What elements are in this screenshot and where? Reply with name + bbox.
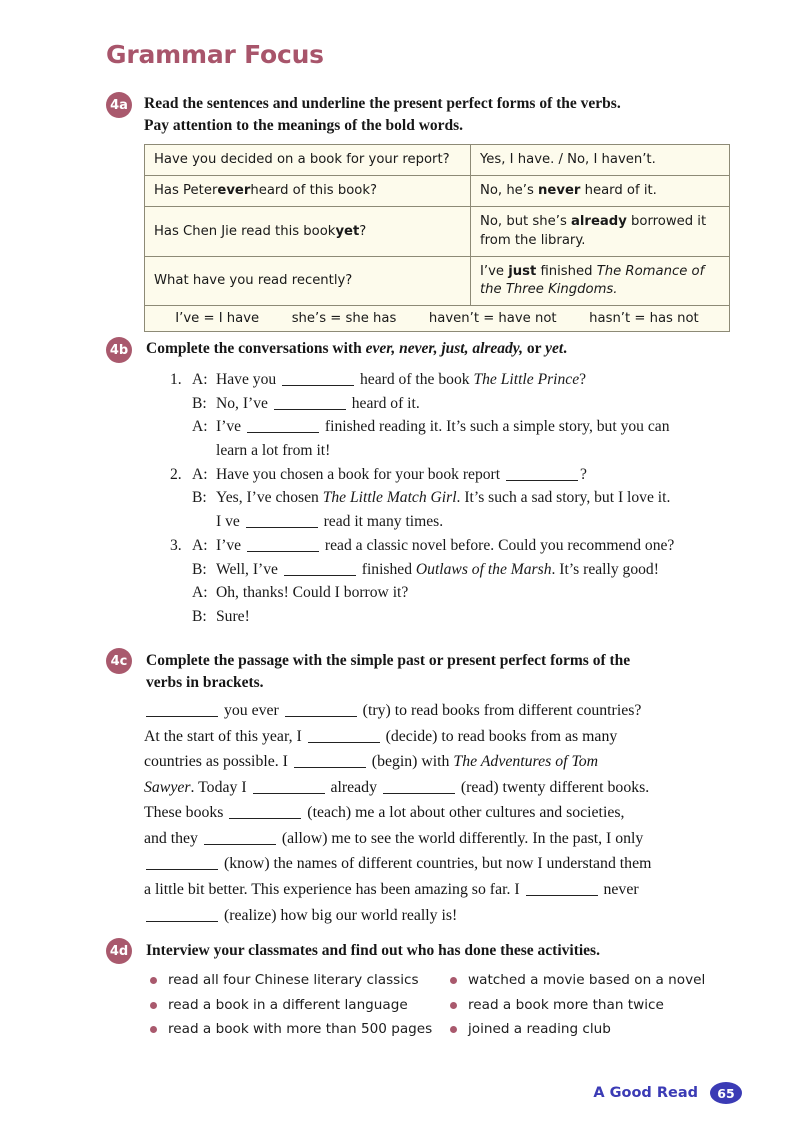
activity-label: joined a reading club: [468, 1021, 611, 1038]
activity-item: [450, 972, 750, 990]
task-4c-instruction-line2: verbs in brackets.: [146, 674, 264, 691]
activity-label: read a book more than twice: [468, 996, 664, 1013]
activity-item: [450, 1021, 750, 1039]
speaker-label: A:: [192, 418, 208, 436]
adverb-list: ever, never, just, already,: [365, 340, 523, 357]
item-number: 2.: [170, 465, 182, 483]
conversation-item: [170, 463, 770, 534]
task-marker-4b: 4b: [106, 337, 132, 363]
book-title: Sawyer: [144, 778, 191, 796]
grammar-question-cell: What have you read recently?: [145, 257, 471, 305]
bullet-icon: [150, 1002, 157, 1009]
speaker-label: A:: [192, 536, 208, 554]
passage-line: Sawyer. Today I already (read) twenty different books.: [144, 778, 650, 796]
keyword: never: [538, 183, 581, 199]
grammar-table-row: [145, 207, 729, 256]
answer-blank[interactable]: [282, 385, 354, 386]
conversation-text: Sure!: [216, 607, 250, 625]
passage-line: (realize) how big our world really is!: [144, 903, 744, 929]
conversation-line: [192, 558, 770, 582]
page-title: Grammar Focus: [106, 40, 324, 69]
keyword: just: [508, 263, 537, 279]
book-title: Outlaws of the Marsh: [415, 560, 552, 578]
answer-blank[interactable]: [274, 409, 346, 410]
passage-line: countries as possible. I (begin) with The Adventures of Tom: [144, 753, 599, 771]
bullet-icon: [450, 1026, 457, 1033]
activity-item: [150, 972, 450, 990]
grammar-answer-cell: I’ve just finished The Romance of the Three Kingdoms.: [480, 263, 705, 298]
conversation-line: [192, 605, 770, 629]
grammar-question-cell: Has Peter ever heard of this book?: [145, 176, 471, 206]
keyword: already: [571, 214, 627, 230]
answer-blank[interactable]: [247, 432, 319, 433]
conversation-text: Well, I’ve finished Outlaws of the Marsh. It’s really good!: [216, 560, 659, 578]
answer-blank[interactable]: [229, 818, 301, 819]
contraction-note: she’s = she has: [291, 311, 397, 327]
conversation-text: Have you chosen a book for your book report ?: [216, 465, 587, 483]
grammar-table: [144, 144, 730, 332]
answer-blank[interactable]: [146, 869, 218, 870]
conversation-text: learn a lot from it!: [216, 442, 331, 460]
item-number: 3.: [170, 536, 182, 554]
speaker-label: [192, 439, 216, 463]
answer-blank[interactable]: [294, 767, 366, 768]
conversation-text: No, I’ve heard of it.: [216, 394, 420, 412]
speaker-label: A:: [192, 584, 208, 602]
activity-label: read a book with more than 500 pages: [168, 1021, 433, 1038]
passage-line: you ever (try) to read books from different countries?: [144, 698, 744, 724]
conversation-line: [192, 392, 770, 416]
conversation-line: [192, 534, 770, 558]
keyword: yet: [335, 223, 360, 239]
conversation-line: [192, 368, 770, 392]
grammar-question-cell: Have you decided on a book for your report?: [145, 145, 471, 175]
conversation-lines: [192, 463, 770, 534]
activity-item: [450, 997, 750, 1015]
contraction-note: haven’t = have not: [428, 311, 557, 327]
activity-item: [150, 997, 450, 1015]
conversation-text: Oh, thanks! Could I borrow it?: [216, 584, 409, 602]
answer-blank[interactable]: [308, 742, 380, 743]
grammar-answer-cell: Yes, I have. / No, I haven’t.: [480, 152, 656, 167]
conversation-text: I ve read it many times.: [216, 513, 444, 531]
speaker-label: B:: [192, 607, 207, 625]
bullet-icon: [450, 1002, 457, 1009]
answer-blank[interactable]: [506, 480, 578, 481]
grammar-answer-cell: No, but she’s already borrowed it from the library.: [480, 214, 707, 248]
conversation-item: [170, 534, 770, 629]
conversation-text: Have you heard of the book The Little Prince?: [216, 371, 587, 388]
item-number: 1.: [170, 371, 182, 388]
speaker-label: B:: [192, 560, 207, 578]
answer-blank[interactable]: [246, 527, 318, 528]
conversation-lines: [192, 534, 770, 629]
answer-blank[interactable]: [285, 716, 357, 717]
grammar-table-row: [145, 145, 729, 176]
grammar-answer-cell: No, he’s never heard of it.: [480, 183, 657, 199]
task-4a-instruction-line2: Pay attention to the meanings of the bold words.: [144, 117, 464, 134]
conversation-text: I’ve read a classic novel before. Could you recommend one?: [216, 536, 675, 554]
footer-unit-title: A Good Read: [593, 1085, 698, 1101]
speaker-label: A:: [192, 371, 208, 388]
task-4c-instruction-line1: Complete the passage with the simple past or present perfect forms of the: [146, 652, 631, 669]
activity-label: watched a movie based on a novel: [468, 972, 706, 988]
passage-line: At the start of this year, I (decide) to read books from as many: [144, 727, 618, 745]
speaker-label: [192, 510, 216, 534]
activity-column-left: [150, 972, 450, 1046]
answer-blank[interactable]: [146, 716, 218, 717]
bullet-icon: [150, 1026, 157, 1033]
answer-blank[interactable]: [383, 793, 455, 794]
conversation-item: [170, 368, 770, 463]
task-4b-items: [170, 368, 770, 629]
answer-blank[interactable]: [146, 921, 218, 922]
grammar-table-row: [145, 176, 729, 207]
footer-page-number: 65: [710, 1082, 742, 1104]
answer-blank[interactable]: [253, 793, 325, 794]
task-4d-activities: [150, 972, 750, 1046]
adverb-list-last: yet: [545, 340, 564, 357]
answer-blank[interactable]: [204, 844, 276, 845]
speaker-label: A:: [192, 465, 208, 483]
conversation-text: I’ve finished reading it. It’s such a simple story, but you can: [216, 418, 670, 436]
activity-label: read all four Chinese literary classics: [168, 972, 419, 988]
passage-line: (know) the names of different countries, but now I understand them: [144, 851, 744, 877]
activity-column-right: [450, 972, 750, 1046]
book-title: The Little Match Girl: [322, 489, 457, 507]
bullet-icon: [150, 977, 157, 984]
conversation-lines: [192, 368, 770, 463]
conversation-line: [192, 510, 770, 534]
answer-blank[interactable]: [526, 895, 598, 896]
conversation-line: [192, 486, 770, 510]
task-4a-instruction: [144, 93, 744, 137]
conversation-line: [192, 415, 770, 439]
task-4c-instruction: [146, 650, 746, 694]
conversation-line: [192, 439, 770, 463]
task-marker-4c: 4c: [106, 648, 132, 674]
task-4b-instruction: Complete the conversations with ever, never, just, already, or yet.: [146, 340, 568, 357]
keyword: ever: [217, 183, 251, 199]
bullet-icon: [450, 977, 457, 984]
conversation-line: [192, 581, 770, 605]
task-marker-4d: 4d: [106, 938, 132, 964]
conversation-line: [192, 463, 770, 487]
grammar-table-contractions-row: [145, 306, 729, 331]
contraction-note: hasn’t = has not: [589, 311, 699, 327]
task-4c-passage: [144, 698, 744, 928]
book-title: The Little Prince: [473, 371, 580, 388]
passage-line: and they (allow) me to see the world differently. In the past, I only: [144, 829, 644, 847]
speaker-label: B:: [192, 394, 207, 412]
page-footer: [593, 1082, 742, 1104]
answer-blank[interactable]: [247, 551, 319, 552]
book-title: The Adventures of Tom: [453, 753, 599, 771]
grammar-table-row: [145, 257, 729, 306]
activity-label: read a book in a different language: [168, 996, 408, 1013]
answer-blank[interactable]: [284, 575, 356, 576]
activity-item: [150, 1021, 450, 1039]
speaker-label: B:: [192, 489, 207, 507]
conversation-text: Yes, I’ve chosen The Little Match Girl. It’s such a sad story, but I love it.: [216, 489, 671, 507]
task-4a-instruction-line1: Read the sentences and underline the present perfect forms of the verbs.: [144, 95, 621, 112]
contraction-note: I’ve = I have: [175, 311, 260, 327]
passage-line: These books (teach) me a lot about other cultures and societies,: [144, 804, 625, 822]
task-4d-instruction: Interview your classmates and find out who has done these activities.: [146, 942, 600, 959]
task-marker-4a: 4a: [106, 92, 132, 118]
grammar-question-cell: Has Chen Jie read this book yet ?: [145, 207, 471, 255]
book-title: The Romance of the Three Kingdoms.: [480, 263, 705, 298]
passage-line: a little bit better. This experience has been amazing so far. I never: [144, 881, 639, 899]
